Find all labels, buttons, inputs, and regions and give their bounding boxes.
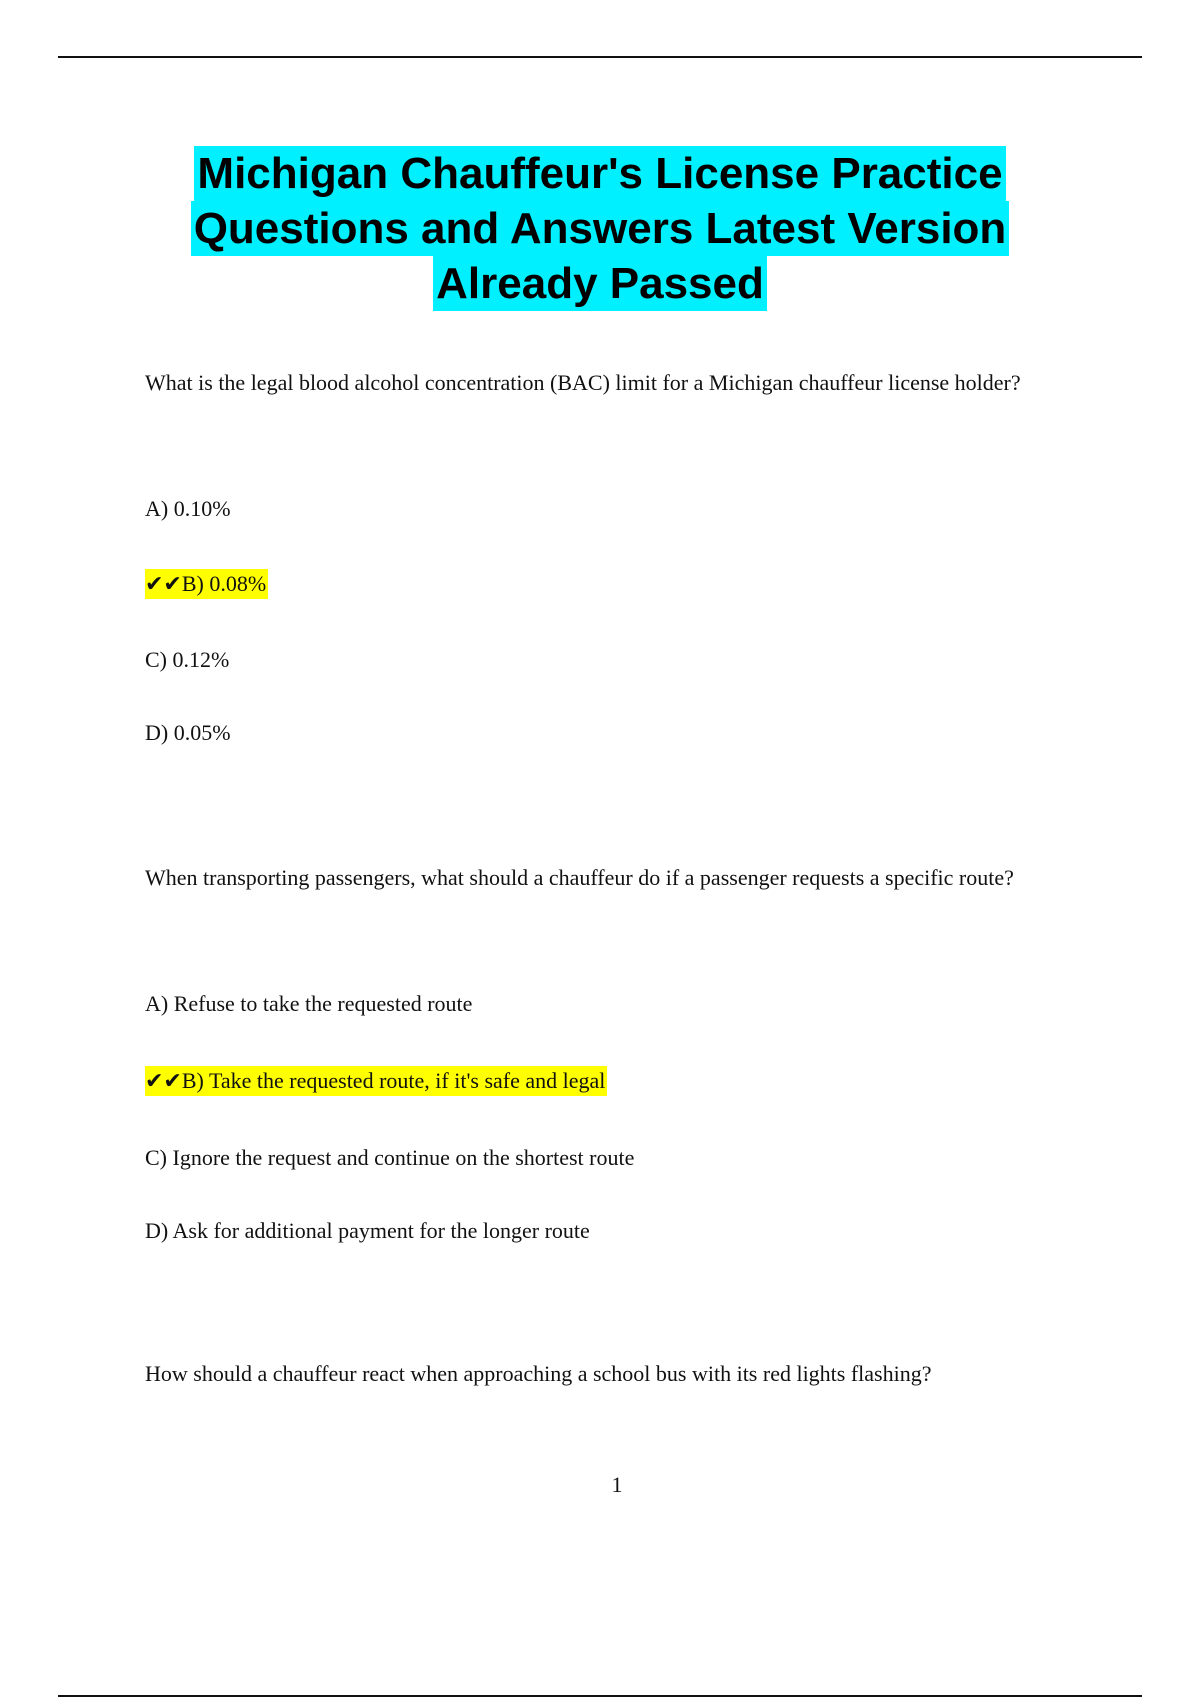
question-1-text: What is the legal blood alcohol concentration (BAC) limit for a Michigan chauffeur license holder? — [145, 370, 1021, 395]
title-line-1: Michigan Chauffeur's License Practice — [194, 146, 1005, 201]
question-2-option-d: D) Ask for additional payment for the longer route — [145, 1218, 590, 1243]
question-1-option-c: C) 0.12% — [145, 647, 230, 672]
header-rule — [58, 56, 1142, 58]
document-title — [100, 146, 1100, 311]
question-2-option-a: A) Refuse to take the requested route — [145, 991, 473, 1016]
footer-rule — [58, 1695, 1142, 1697]
question-1-option-a: A) 0.10% — [145, 496, 231, 521]
question-1-option-d: D) 0.05% — [145, 720, 231, 745]
page-number: 1 — [611, 1472, 623, 1497]
question-2-option-c: C) Ignore the request and continue on the shortest route — [145, 1145, 635, 1170]
title-line-3: Already Passed — [433, 256, 767, 311]
question-2-text: When transporting passengers, what should a chauffeur do if a passenger requests a specific route? — [145, 865, 1014, 890]
question-3-text: How should a chauffeur react when approaching a school bus with its red lights flashing? — [145, 1361, 932, 1386]
title-line-2: Questions and Answers Latest Version — [191, 201, 1010, 256]
correct-answer-highlight: ✔✔B) Take the requested route, if it's safe and legal — [145, 1066, 607, 1096]
question-1-option-b-correct — [145, 569, 268, 599]
correct-answer-highlight: ✔✔B) 0.08% — [145, 569, 268, 599]
question-2-option-b-correct — [145, 1066, 607, 1096]
